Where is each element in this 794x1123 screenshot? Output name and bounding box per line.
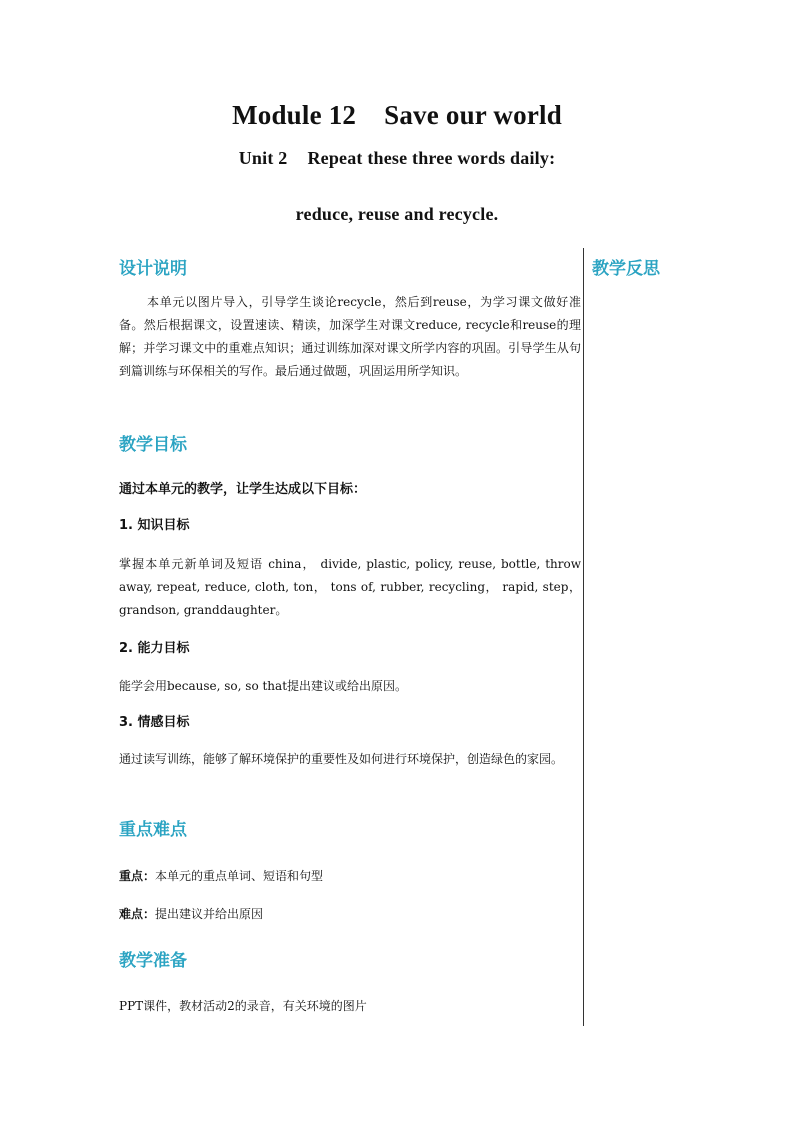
goal-2-label: 2. 能力目标 — [119, 641, 190, 656]
goal-2-label-block — [119, 639, 581, 659]
goals-section — [119, 432, 581, 458]
unit-title-line-2: reduce, reuse and recycle. — [295, 204, 499, 224]
key-point-line — [119, 865, 581, 888]
key-point-block — [119, 865, 581, 888]
goal-3-text: 通过读写训练，能够了解环境保护的重要性及如何进行环境保护，创造绿色的家园。 — [119, 752, 564, 766]
design-body-block — [119, 291, 581, 383]
unit-name: Repeat these three words daily: — [307, 148, 556, 168]
goals-intro-block — [119, 480, 581, 500]
goal-3-label: 3. 情感目标 — [119, 715, 190, 730]
key-point-label: 重点： — [119, 869, 156, 883]
design-section — [119, 256, 581, 282]
goal-1-label-block — [119, 516, 581, 536]
module-name: Save our world — [384, 100, 562, 130]
prep-section — [119, 948, 581, 974]
keypoints-heading: 重点难点 — [119, 820, 187, 840]
goal-1-text-block — [119, 553, 581, 622]
goal-1-text: 掌握本单元新单词及短语 china， divide, plastic, policy, reuse, bottle, throw away, repeat, reduce, cloth, ton， tons of, rubber, recycling， rapid, step，grandson, granddaughter。 — [119, 557, 581, 617]
goal-3-label-block — [119, 713, 581, 733]
goals-heading: 教学目标 — [119, 435, 187, 455]
key-point-text: 本单元的重点单词、短语和句型 — [155, 869, 324, 883]
hard-point-label: 难点： — [119, 907, 156, 921]
column-divider — [583, 248, 584, 1026]
unit-title — [0, 148, 794, 169]
reflection-heading: 教学反思 — [592, 259, 660, 279]
module-title — [0, 100, 794, 131]
design-heading: 设计说明 — [119, 259, 187, 279]
hard-point-line — [119, 903, 581, 926]
prep-heading: 教学准备 — [119, 951, 187, 971]
goal-1-label: 1. 知识目标 — [119, 518, 190, 533]
goal-2-text: 能学会用because, so, so that提出建议或给出原因。 — [119, 679, 408, 693]
goal-3-text-block — [119, 748, 581, 771]
goals-intro: 通过本单元的教学，让学生达成以下目标： — [119, 482, 367, 497]
reflection-column — [592, 256, 772, 282]
hard-point-block — [119, 903, 581, 926]
unit-number: Unit 2 — [238, 148, 288, 168]
keypoints-section — [119, 817, 581, 843]
hard-point-text: 提出建议并给出原因 — [155, 907, 264, 921]
goal-2-text-block — [119, 675, 581, 698]
prep-text: PPT课件，教材活动2的录音，有关环境的图片 — [119, 999, 367, 1013]
module-number: Module 12 — [232, 100, 357, 130]
prep-text-block — [119, 995, 581, 1018]
design-body: 本单元以图片导入，引导学生谈论recycle，然后到reuse，为学习课文做好准备。然后根据课文，设置速读、精读，加深学生对课文reduce, recycle和reuse的理解；并学习课文中的重难点知识；通过训练加深对课文所学内容的巩固。引导学生从句到篇训练与环保相关的写作。最后通过做题，巩固运用所学知识。 — [119, 295, 581, 378]
